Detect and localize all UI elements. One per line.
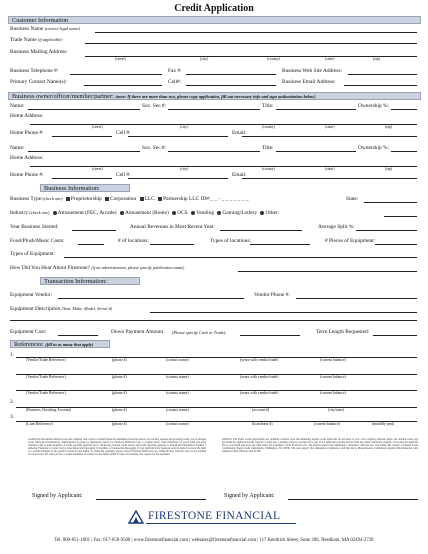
average-split-field[interactable] [356,230,417,231]
owner1-name-row: Name: Soc. Sec.#: Title: Ownership %: [10,103,389,109]
owner1-phone-row: Home Phone #: Cell #: Email: [10,130,247,136]
section-business-header: Business Information: [40,184,130,192]
bank-phone-label: (phone #) [112,408,127,412]
owner2-name-row: Name: Soc. Sec.#: Title: Ownership %: [10,145,389,151]
owner2-cell-field[interactable] [128,178,228,179]
ref3-balance-label: (current balance) [320,391,346,395]
section-references-header: References: (fill in as many that apply) [10,340,110,348]
down-payment-field[interactable] [240,335,300,336]
vendor-row: Equipment Vendor: Vendor Phone #: [10,292,290,298]
logo-underline [146,523,296,524]
owner2-addr-zip: (zip) [385,167,393,171]
signature-field-2[interactable] [288,499,418,500]
ref3-contact-label: (contact name) [166,391,189,395]
equipment-description-field[interactable] [150,312,417,313]
addr-label-city: (city) [200,57,209,61]
bank-account-number-label: (account #) [252,408,270,412]
term-length-field[interactable] [373,335,417,336]
owner1-home-address-row: Home Address: [10,113,44,119]
industry-other-radio[interactable] [260,211,264,215]
industry-ocs-radio[interactable] [172,211,176,215]
business-email-field[interactable] [344,85,417,86]
years-revenue-row: Year Business Started: Annual Revenues in Most Recent Year: Average Split %: [10,224,355,230]
equipment-cost-field[interactable] [58,335,98,336]
equipment-description-line2[interactable] [10,320,417,321]
costs-locations-row: Food/Plush/Music Costs: # of locations: Types of locations: # Pieces of Equipment: [10,238,376,244]
year-started-field[interactable] [72,230,116,231]
section-customer-header: Customer Information [8,16,421,24]
ref1-balance-label: (current balance) [320,358,346,362]
page-title: Credit Application [174,3,254,14]
owner2-home-address-row: Home Address: [10,155,44,161]
description-row: Equipment Description (Year, Make, Model, Serial #) [10,306,113,312]
owner2-addr-county: (county) [262,167,275,171]
heard-about-row: How Did You Hear About Firestone? (if an advertisement, please specify publication name) [10,265,185,271]
state-field[interactable] [364,202,417,203]
signature-field-1[interactable] [96,499,206,500]
owner1-home-address-field[interactable] [30,124,417,125]
ref1-vendor-label: (Vendor/Trade Reference) [26,358,66,362]
owner1-ownership-field[interactable] [391,109,417,110]
business-name-field[interactable] [95,32,417,33]
owner2-title-field[interactable] [276,151,356,152]
addr-label-county: (county) [267,57,280,61]
reference-2-field[interactable] [16,374,417,375]
ref2-balance-label: (current balance) [320,375,346,379]
owner1-home-phone-field[interactable] [52,136,112,137]
ref2-contact-label: (contact name) [166,375,189,379]
bank-contact-label: (contact name) [166,408,189,412]
location-types-field[interactable] [250,244,310,245]
contact-field[interactable] [84,85,162,86]
owner2-addr-state: (state) [325,167,335,171]
loan-reference-field[interactable] [16,421,417,422]
num-locations-field[interactable] [150,244,194,245]
owner2-name-field[interactable] [28,151,140,152]
bank-reference-field[interactable] [16,407,417,408]
loan-reference-label: (Loan Reference) [26,422,53,426]
owner2-addr-street: (street) [92,167,103,171]
industry-other-field[interactable] [384,216,417,217]
reference-number-3: 3. [10,414,15,420]
corporation-checkbox[interactable] [105,197,109,201]
phone-fax-web-row: Business Telephone #: Fax #: Business Web Site Address: [10,68,343,74]
addr-label-street: (street) [115,57,126,61]
signature-label-2: Signed by Applicant: [224,493,275,499]
industry-route-radio[interactable] [120,211,124,215]
contact-cell-email-row: Primary Contact Name(s): Cell#: Business Email Address: [10,79,336,85]
ref2-years-label: (years with vendor/trade) [240,375,279,379]
equipment-vendor-field[interactable] [58,298,244,299]
partnership-checkbox[interactable] [158,197,162,201]
owner1-ssn-field[interactable] [168,109,260,110]
loan-phone-label: (phone #) [112,422,127,426]
website-field[interactable] [348,74,417,75]
reference-number-2: 2. [10,399,15,405]
owner2-addr-city: (city) [180,167,189,171]
ref3-years-label: (years with vendor/trade) [240,391,279,395]
owner2-ownership-field[interactable] [391,151,417,152]
ref1-years-label: (years with vendor/trade) [240,358,279,362]
trade-name-row: Trade Name (if applicable) [10,37,63,43]
cost-downpayment-row: Equipment Cost: Down Payment Amount (Please specify Cash or Trade): Term Length Requested: [10,329,370,335]
equipment-types-row: Types of Equipment: [10,251,56,257]
owner1-email-field[interactable] [242,136,417,137]
owner2-home-address-field[interactable] [30,166,417,167]
section-transaction-header: Transaction Information: [40,277,140,285]
owner2-home-phone-field[interactable] [52,178,112,179]
owner2-phone-row: Home Phone #: Cell #: Email: [10,172,247,178]
ecoa-notice-fine-print: NOTICE: The Equal Credit Opportunity Act prohibits creditors from discriminating against credit applicants on the basis of race, color, religion, national origin, sex, marital status, age (provided the applicant has the capacity to enter into a binding contract); because all or part of the applicant's income derives from any public assistance program; or because the applicant has in good faith exercised any right under the Consumer Credit Protection Act. The federal agency that administers compliance with this law concerning this creditor is Federal Trade Commission, Equal Credit Opportunity, Washington, DC 20580. The state agency that administers compliance with this law is Massachusetts Commission Against Discrimination, One Ashburton Place, Boston, MA 02108. [222,438,418,454]
reference-3-field[interactable] [16,390,417,391]
proprietorship-checkbox[interactable] [66,197,70,201]
owner1-addr-city: (city) [180,125,189,129]
firestone-logo-icon [128,510,144,524]
ref1-contact-label: (contact name) [166,358,189,362]
footer-contact-info: Tel. 800-851-1001 | Fax: 617-658-9500 | www.firestonefinancial.com | websales@firestonefinancial.com | 117 Kendrick Street, Suite 200, Needham, MA 02494-2728 [54,538,374,543]
mailing-address-row: Business Mailing Address: [10,49,68,55]
firestone-logo-text: FIRESTONE FINANCIAL [148,510,281,522]
business-name-row: Business Name (correct legal name) [10,26,80,32]
trade-name-field[interactable] [85,43,417,44]
equipment-types-field[interactable] [64,257,417,258]
heard-about-field[interactable] [238,271,417,272]
ref2-phone-label: (phone #) [112,375,127,379]
owner1-name-field[interactable] [28,109,140,110]
ref2-vendor-label: (Vendor/Trade Reference) [26,375,66,379]
owner1-addr-zip: (zip) [385,125,393,129]
owner2-ssn-field[interactable] [168,151,260,152]
ref3-vendor-label: (Vendor/Trade Reference) [26,391,66,395]
reference-number-1: 1. [10,352,15,358]
owner1-cell-field[interactable] [128,136,228,137]
vendor-phone-field[interactable] [296,298,417,299]
food-plush-costs-field[interactable] [78,244,104,245]
annual-revenues-field[interactable] [220,230,302,231]
owner1-addr-state: (state) [325,125,335,129]
authorization-fine-print: I submit the information herein is true and complete, and I agree to furnish financial statements (firestone reviews on you may request) and promptly notify you of changes in my financial circumstances. Authorization is given by signature(s) below for Firestone Financial Corp. to request direct credit experience of above bank and trade references and to make inquiries of credit reporting agencies and to obtain my personal credit reports and credit reporting agencies to furnish this information. Further, I authorize Firestone to contact me for sales/phone/text messaging by landline or wireless/text messaging. If your application for business credit is denied you have the right to a written statement of the specific reasons for the denial. To obtain the statement, please contact Firestone Financial Corp. within 60 days from the date you are notified of our decision. We will send you a written statement of reasons for the denial within 30 days of receiving your request for the statement. [28,438,206,457]
owner1-title-field[interactable] [276,109,356,110]
reference-1-field[interactable] [16,357,417,358]
business-type-row: Business Type:(check one) Proprietorship Corporation LLC Partnership LLC ID#:_ _ - _ _ _ _ _ _ _ State: [10,196,359,202]
owner1-addr-street: (street) [92,125,103,129]
loan-contact-label: (contact name) [166,422,189,426]
telephone-field[interactable] [70,74,162,75]
industry-fec-radio[interactable] [53,211,57,215]
owner2-email-field[interactable] [242,178,417,179]
addr-label-zip: (zip) [373,57,381,61]
contact-cell-field[interactable] [186,85,276,86]
section-owner-header: Business owner/officer/member/partner: (note: If there are more than two, please copy application, fill out necessary info and sign authorization below) [8,92,421,100]
addr-label-state: (state) [325,57,335,61]
ref3-phone-label: (phone #) [112,391,127,395]
industry-gaming-radio[interactable] [217,211,221,215]
loan-balance-label: (current balance) [314,422,340,426]
llc-checkbox[interactable] [140,197,144,201]
bank-city-state-label: (city/state) [328,408,345,412]
firestone-logo [128,509,300,525]
owner1-addr-county: (county) [262,125,275,129]
loan-monthly-pmt-label: (monthly pmt) [372,422,395,426]
fax-field[interactable] [186,74,276,75]
mailing-address-field[interactable] [85,56,417,57]
signature-label-1: Signed by Applicant: [32,493,83,499]
loan-number-label: (loan/lease #) [252,422,273,426]
ref1-phone-label: (phone #) [112,358,127,362]
industry-row: Industry:(check one) Amusement (FEC, Arcade) Amusement (Route) OCS Vending Gaming/Lottery Other: [10,210,280,216]
pieces-equipment-field[interactable] [375,244,417,245]
industry-vending-radio[interactable] [191,211,195,215]
bank-account-label: (Business Checking Account) [26,408,72,412]
